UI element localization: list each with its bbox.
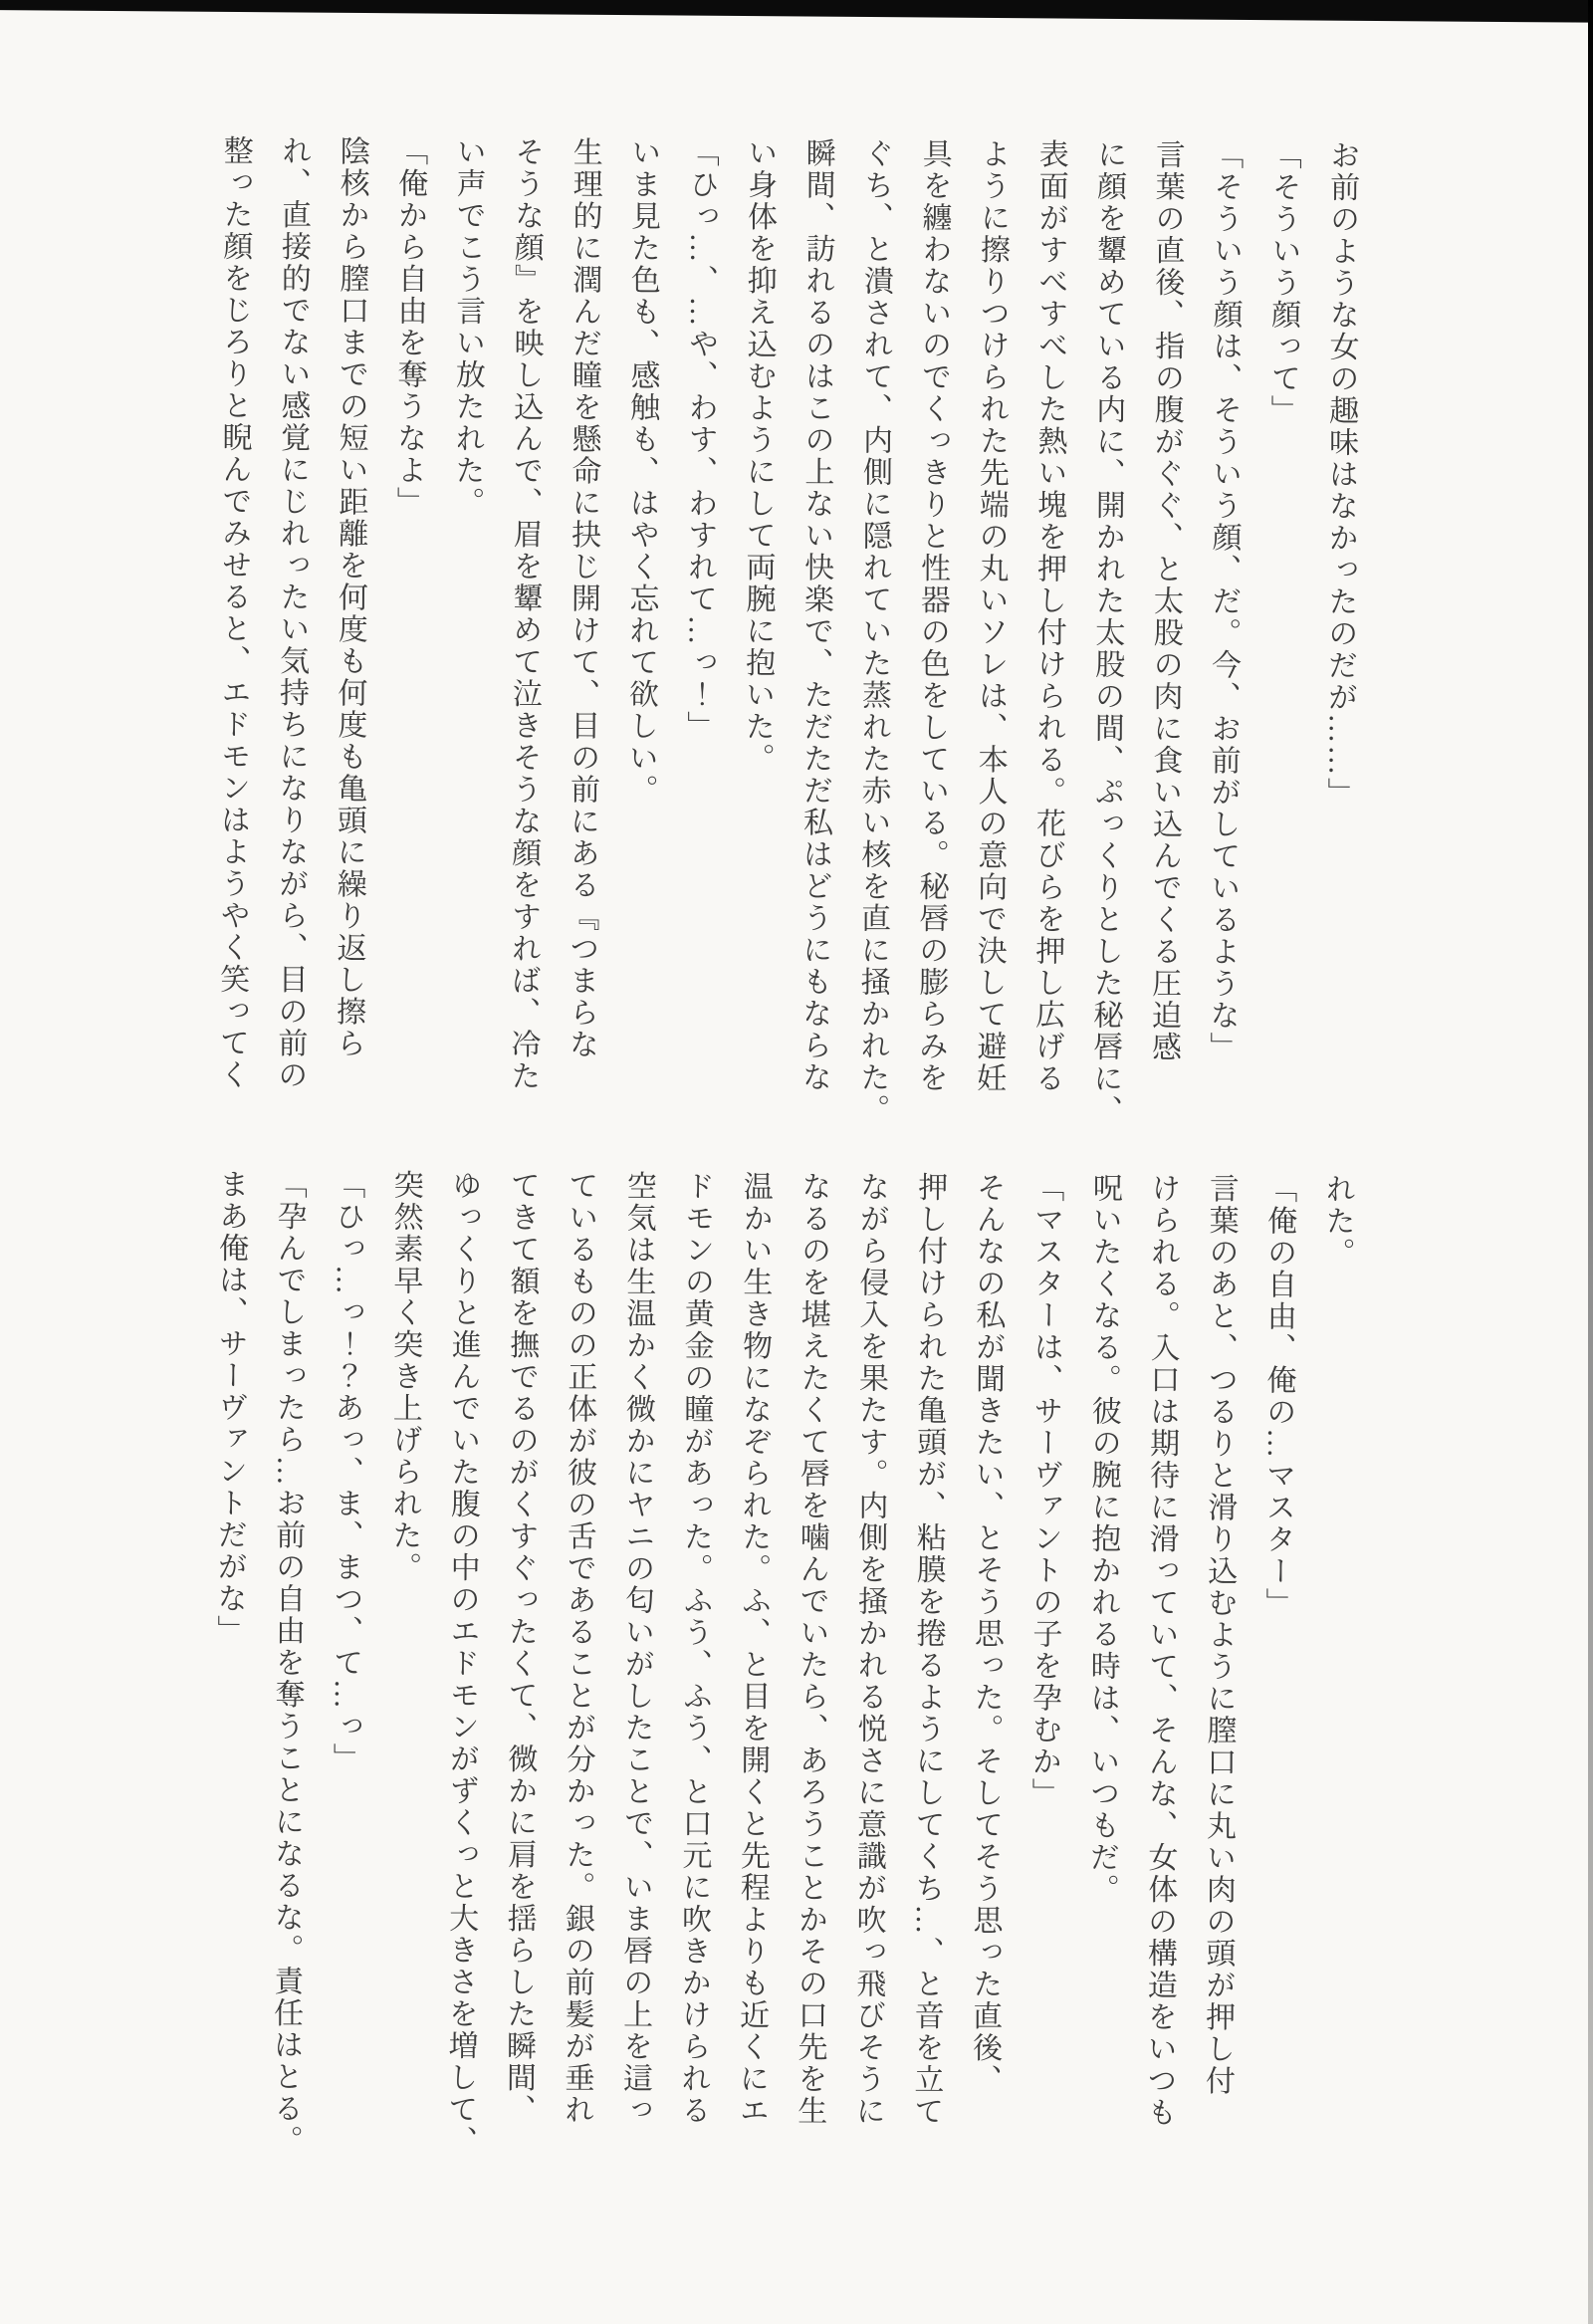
text-line: れ、直接的でない感覚にじれったい気持ちになりながら、目の前の: [273, 134, 311, 1091]
text-line: ているものの正体が彼の舌であることが分かった。銀の前髪が垂れ: [560, 1169, 597, 2127]
text-line: 具を纏わないのでくっきりと性器の色をしている。秘唇の膨らみを: [913, 137, 951, 1094]
scan-edge-right: [1588, 0, 1593, 2324]
text-line: ドモンの黄金の瞳があった。ふう、ふう、と口元に吹きかけられる: [676, 1170, 714, 2127]
text-line: 「そういう顔は、そういう顔、だ。今、お前がしているような」: [1205, 138, 1243, 1063]
text-line: てきて額を撫でるのがくすぐったくて、微かに肩を揺らした瞬間、: [501, 1169, 539, 2126]
text-line: 突然素早く突き上げられた。: [387, 1169, 422, 1584]
text-line: 言葉のあと、つるりと滑り込むように膣口に丸い肉の頭が押し付: [1200, 1172, 1238, 2097]
text-line: そんなの私が聞きたい、とそう思った。そしてそう思った直後、: [967, 1171, 1005, 2096]
text-line: 押し付けられた亀頭が、粘膜を捲るようにしてくち…、と音を立て: [909, 1171, 947, 2128]
text-line: お前のような女の趣味はなかったのだが……」: [1322, 139, 1359, 810]
text-line: 「俺から自由を奪うなよ」: [391, 135, 427, 519]
text-line: ように擦りつけられた先端の丸いソレは、本人の意向で決して避妊: [972, 137, 1010, 1094]
text-line: い身体を抑え込むようにして両腕に抱いた。: [740, 136, 777, 775]
text-line: 「そういう顔って」: [1265, 139, 1300, 427]
text-block-upper: [195, 134, 1370, 1143]
text-line: 温かい生き物になぞられた。ふ、と目を開くと先程よりも近くにエ: [734, 1170, 772, 2127]
text-line: 空気は生温かく微かにヤニの匂いがしたことで、いま唇の上を這っ: [617, 1170, 655, 2127]
text-line: ながら侵入を果たす。内側を掻かれる悦さに意識が吹っ飛びそうに: [850, 1171, 888, 2128]
text-line: なるのを堪えたくて唇を噛んでいたら、あろうことかその口先を生: [793, 1171, 830, 2128]
text-line: 瞬間、訪れるのはこの上ない快楽で、ただただ私はどうにもならな: [796, 137, 834, 1094]
text-line: 整った顔をじろりと睨んでみせると、エドモンはようやく笑ってく: [214, 134, 252, 1091]
text-line: 陰核から膣口までの短い距離を何度も何度も亀頭に繰り返し擦ら: [331, 134, 368, 1060]
text-line: ゆっくりと進んでいた腹の中のエドモンがずくっと大きさを増して、: [443, 1169, 481, 2158]
text-line: 「俺の自由、俺の…マスター」: [1260, 1173, 1296, 1620]
text-line: 言葉の直後、指の腹がぐぐ、と太股の肉に食い込んでくる圧迫感: [1146, 138, 1184, 1063]
text-line: 表面がすべすべした熱い塊を押し付けられる。花びらを押し広げる: [1029, 138, 1067, 1095]
text-line: 生理的に潤んだ瞳を懸命に抉じ開けて、目の前にある『つまらな: [564, 135, 601, 1061]
text-line: そうな顔』を映し込んで、眉を顰めて泣きそうな顔をすれば、冷た: [506, 135, 544, 1092]
text-line: 「孕んでしまったら…お前の自由を奪うことになるな。責任はとる。: [268, 1168, 306, 2157]
text-line: 「マスターは、サーヴァントの子を孕むか」: [1026, 1172, 1063, 1810]
text-line: 「ひっ…、…や、わす、わすれて…っ！」: [682, 136, 718, 743]
text-line: けられる。入口は期待に滑っていて、そんな、女体の構造をいつも: [1142, 1172, 1180, 2129]
text-line: れた。: [1320, 1173, 1354, 1270]
text-line: まあ俺は、サーヴァントだがな」: [212, 1168, 248, 1647]
text-line: い声でこう言い放たれた。: [450, 135, 485, 519]
text-line: に顔を顰めている内に、開かれた太股の間、ぷっくりとした秘唇に、: [1088, 138, 1126, 1127]
text-line: いま見た色も、感触も、はやく忘れて欲しい。: [623, 136, 660, 807]
text-block-lower: [190, 1168, 1365, 2177]
text-line: ぐち、と潰されて、内側に隠れていた蒸れた赤い核を直に掻かれた。: [855, 137, 893, 1126]
text-line: 「ひっ…っ！？あっ、ま、まつ、て…っ」: [328, 1168, 364, 1775]
text-line: 呪いたくなる。彼の腕に抱かれる時は、いつもだ。: [1084, 1172, 1121, 1906]
